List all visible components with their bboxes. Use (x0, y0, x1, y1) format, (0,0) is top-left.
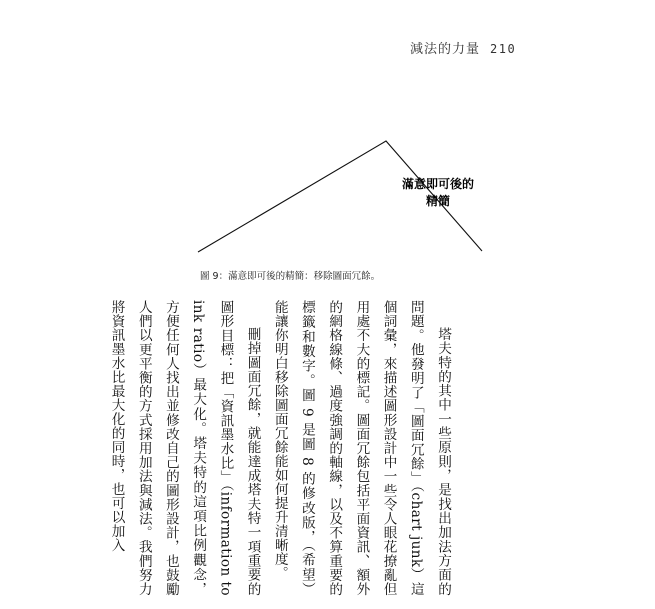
figure-annotation-line2: 精簡 (425, 194, 450, 208)
figure-annotation-line1: 滿意即可後的 (401, 177, 474, 191)
page-number: 210 (490, 42, 517, 56)
figure-annotation (396, 176, 480, 210)
figure-9 (0, 0, 655, 270)
book-title: 減法的力量 (410, 42, 481, 57)
figure-line-drawing (0, 0, 655, 270)
paragraph: 刪掉圖面冗餘，就能達成塔夫特一項重要的圖形目標：把「資訊墨水比」（information to ink ratio）最大化。塔夫特的這項比例觀念，方便任何人找出並修改自己的圖形設計，也鼓勵人們以更平衡的方式採用加法與減法。我們努力將資訊墨水比最大化的同時，也可以加入 (108, 300, 261, 596)
body-text (102, 300, 456, 596)
figure-caption: 圖 9：滿意即可後的精簡：移除圖面冗餘。 (200, 271, 381, 282)
paragraph: 塔夫特的其中一些原則，是找出加法方面的問題。他發明了「圖面冗餘」（chart junk）這個詞彙，來描述圖形設計中一些令人眼花撩亂但用處不大的標記。圖面冗餘包括平面資訊、額外的網格線條、過度強調的軸線，以及不算重要的標籤和數字。圖 9 是圖 8 的修改版，（希望）能讓你明白移除圖面冗餘能如何提升清晰度。 (271, 300, 451, 596)
